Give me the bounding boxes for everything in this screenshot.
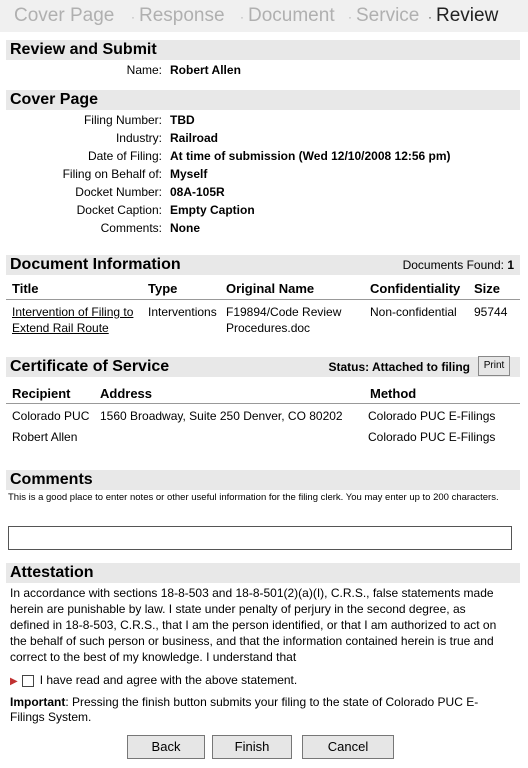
- docket-number-label: Docket Number:: [75, 185, 162, 199]
- col-original-name: Original Name: [226, 281, 315, 296]
- agree-checkbox[interactable]: [22, 675, 34, 687]
- service-section-title: [6, 357, 520, 377]
- attestation-text: In accordance with sections 18-8-503 and 18-8-501(2)(a)(I), C.R.S., false statements made herein are punishable by law. I state under penalty of perjury in the second degree, as defined in 18-8-503, C.R.S., that I am the person identified, or that I am authorized to act on the behalf of such person or business, and that the information contained herein is true and correct to the best of my knowledge. I understand that: [10, 586, 497, 664]
- name-label: Name:: [126, 63, 162, 77]
- review-section-title: Review and Submit: [6, 40, 520, 60]
- step-separator-icon: ·: [428, 10, 432, 24]
- service-method: Colorado PUC E-Filings: [368, 409, 496, 423]
- document-original-name: [226, 304, 341, 336]
- filing-on-behalf-label: Filing on Behalf of:: [62, 167, 162, 181]
- comments-input[interactable]: [8, 526, 512, 550]
- cancel-button[interactable]: Cancel: [302, 735, 394, 759]
- step-separator-icon: ·: [131, 10, 135, 24]
- col-confidentiality: Confidentiality: [370, 281, 461, 296]
- filing-number-value: TBD: [170, 113, 195, 127]
- service-recipient: Robert Allen: [12, 430, 78, 444]
- document-section-title-text: Document Information: [10, 256, 181, 273]
- docket-number-value: 08A-105R: [170, 185, 225, 199]
- date-of-filing-value: At time of submission (Wed 12/10/2008 12:56 pm): [170, 149, 451, 163]
- comments-label: Comments:: [100, 221, 162, 235]
- attestation-section-title: Attestation: [6, 563, 520, 583]
- step-document[interactable]: Document: [248, 5, 335, 26]
- agree-row: [10, 672, 297, 690]
- important-note: [10, 695, 510, 725]
- industry-value: Railroad: [170, 131, 219, 145]
- table-divider: [6, 299, 520, 300]
- step-service[interactable]: Service: [356, 5, 420, 26]
- important-text: : Pressing the finish button submits your filing to the state of Colorado PUC E-Filings System.: [10, 695, 479, 724]
- documents-found-count: 1: [507, 258, 514, 272]
- step-separator-icon: ·: [348, 10, 352, 24]
- date-of-filing-label: Date of Filing:: [87, 149, 162, 163]
- step-separator-icon: ·: [240, 10, 244, 24]
- docket-caption-label: Docket Caption:: [76, 203, 162, 217]
- service-method: Colorado PUC E-Filings: [368, 430, 496, 444]
- col-address: Address: [100, 386, 153, 401]
- document-title-line2: Extend Rail Route: [12, 321, 109, 335]
- service-recipient: Colorado PUC: [12, 409, 90, 423]
- wizard-steps: [0, 0, 528, 32]
- step-response[interactable]: Response: [139, 5, 225, 26]
- finish-button[interactable]: Finish: [212, 735, 292, 759]
- col-method: Method: [370, 386, 417, 401]
- comments-value: None: [170, 221, 200, 235]
- name-value: Robert Allen: [170, 63, 241, 77]
- document-type: Interventions: [148, 305, 217, 319]
- col-recipient: Recipient: [12, 386, 71, 401]
- print-button[interactable]: Print: [478, 356, 510, 376]
- step-review: Review: [436, 5, 499, 26]
- document-original-name-line1: F19894/Code Review: [226, 305, 342, 319]
- service-status: Status: Attached to filing: [328, 360, 470, 374]
- filing-number-label: Filing Number:: [83, 113, 162, 127]
- col-title: Title: [12, 281, 39, 296]
- service-section-title-text: Certificate of Service: [10, 358, 170, 375]
- document-title-line1: Intervention of Filing to: [12, 305, 134, 319]
- table-divider: [6, 403, 520, 404]
- step-cover-page[interactable]: Cover Page: [14, 5, 115, 26]
- important-label: Important: [10, 695, 66, 709]
- required-arrow-icon: ▶: [10, 676, 18, 687]
- document-confidentiality: Non-confidential: [370, 305, 457, 319]
- document-section-title: [6, 255, 520, 275]
- comments-help-text: This is a good place to enter notes or other useful information for the filing clerk. You may enter up to 200 characters.: [8, 492, 499, 503]
- document-size: 95744: [474, 305, 508, 319]
- back-button[interactable]: Back: [127, 735, 205, 759]
- filing-on-behalf-value: Myself: [170, 167, 208, 181]
- service-address: 1560 Broadway, Suite 250 Denver, CO 80202: [100, 409, 343, 423]
- col-type: Type: [148, 281, 178, 296]
- documents-found-label: Documents Found:: [402, 258, 504, 272]
- comments-section-title: Comments: [6, 470, 520, 490]
- agree-label: I have read and agree with the above statement.: [39, 673, 298, 687]
- col-size: Size: [474, 281, 501, 296]
- industry-label: Industry:: [115, 131, 162, 145]
- document-original-name-line2: Procedures.doc: [226, 321, 311, 335]
- docket-caption-value: Empty Caption: [170, 203, 255, 217]
- documents-found: [403, 255, 514, 275]
- cover-section-title: Cover Page: [6, 90, 520, 110]
- document-title-link[interactable]: [12, 304, 133, 336]
